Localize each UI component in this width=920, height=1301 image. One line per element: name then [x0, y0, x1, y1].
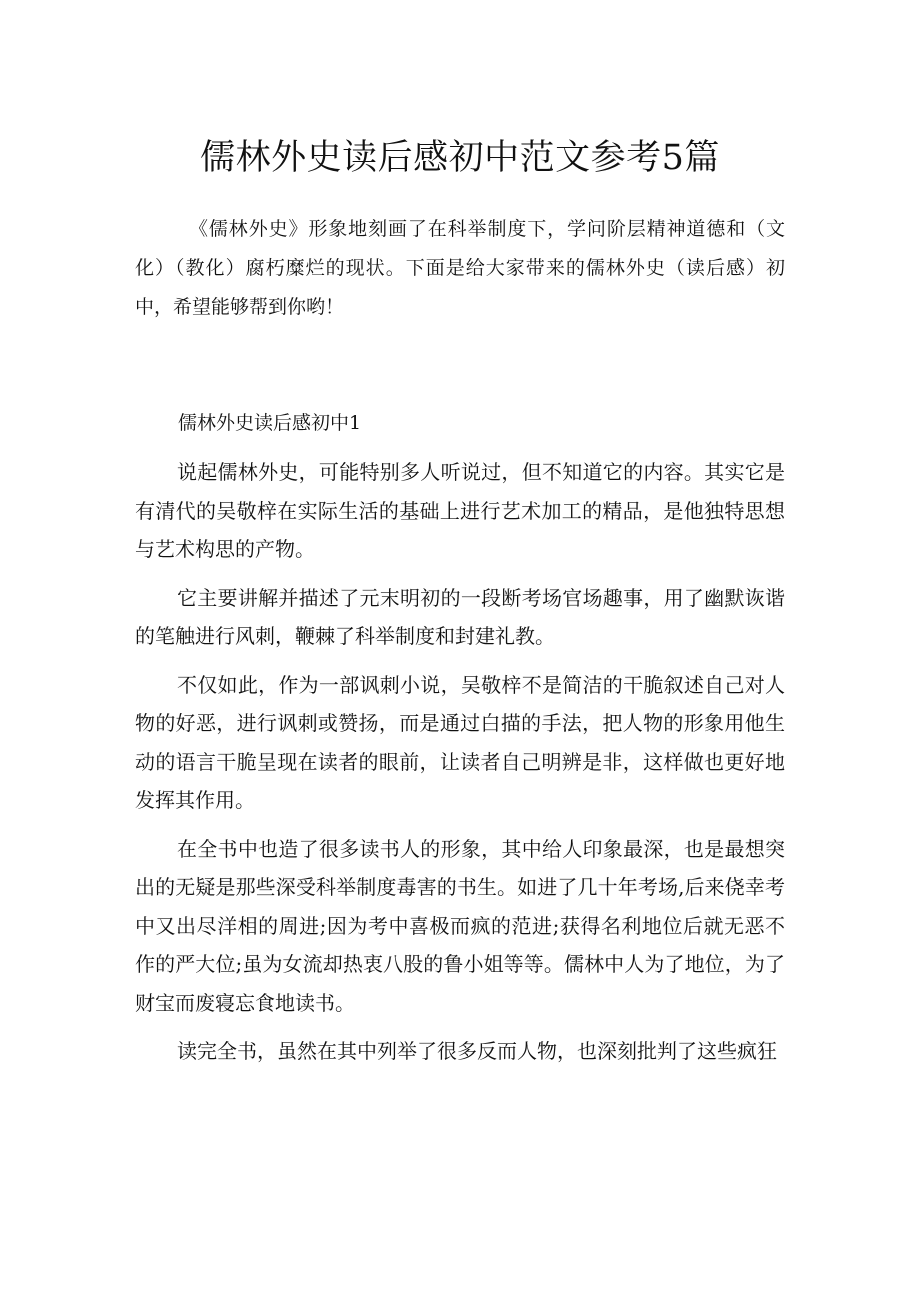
body-paragraph: 它主要讲解并描述了元末明初的一段断考场官场趣事，用了幽默诙谐的笔触进行风刺，鞭棘了科举制度和封建礼教。 [135, 585, 785, 648]
intro-paragraph: 《儒林外史》形象地刻画了在科举制度下，学问阶层精神道德和（文化）（教化）腐朽糜烂的现状。下面是给大家带来的儒林外史（读后感）初中，希望能够帮到你哟！ [135, 218, 785, 318]
document-title: 儒林外史读后感初中范文参考5篇 [200, 138, 720, 178]
body-paragraph: 在全书中也造了很多读书人的形象，其中给人印象最深，也是最想突出的无疑是那些深受科举制度毒害的书生。如进了几十年考场,后来侥幸考中又出尽洋相的周进;因为考中喜极而疯的范进;获得名利地位后就无恶不作的严大位;虽为女流却热衷八股的鲁小姐等等。儒林中人为了地位，为了财宝而废寝忘食地读书。 [135, 836, 785, 1015]
section-heading: 儒林外史读后感初中1 [178, 412, 362, 434]
body-paragraph: 读完全书，虽然在其中列举了很多反而人物，也深刻批判了这些疯狂 [177, 1039, 777, 1063]
body-paragraph: 不仅如此，作为一部讽刺小说，吴敬梓不是简洁的干脆叙述自己对人物的好恶，进行讽刺或赞扬，而是通过白描的手法，把人物的形象用他生动的语言干脆呈现在读者的眼前，让读者自己明辨是非，这样做也更好地发挥其作用。 [135, 672, 785, 812]
body-paragraph: 说起儒林外史，可能特别多人听说过，但不知道它的内容。其实它是有清代的吴敬梓在实际生活的基础上进行艺术加工的精品，是他独特思想与艺术构思的产物。 [135, 460, 785, 561]
body-text [135, 453, 785, 1081]
